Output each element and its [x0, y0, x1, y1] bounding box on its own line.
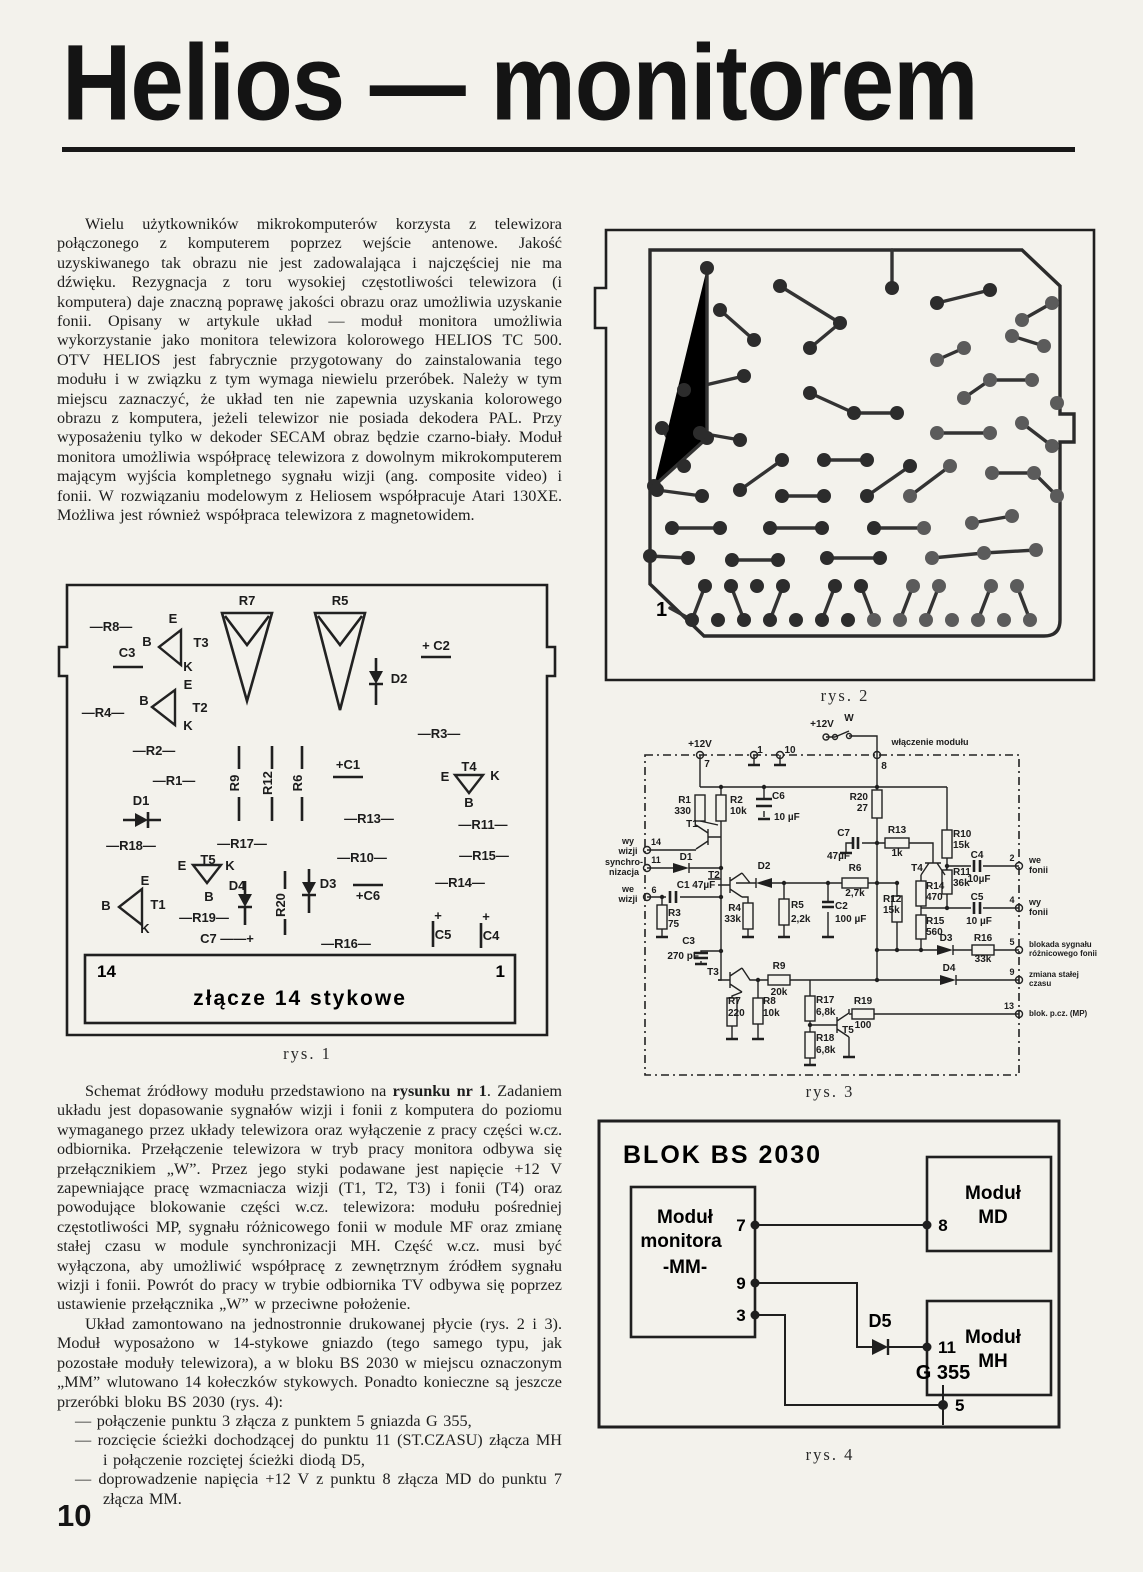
figure-label: D4 [942, 963, 956, 974]
figure-label: C3 [118, 645, 136, 660]
connector-pin-1: 1 [495, 962, 505, 981]
figure-label: 20k [770, 987, 788, 998]
figure-label: T2 [192, 700, 208, 715]
figure-label: T2 [708, 870, 720, 881]
figure-label: T3 [193, 635, 209, 650]
figure-label: T4 [461, 759, 477, 774]
figure-label: R8 [763, 996, 776, 1007]
figure-label: T1 [150, 897, 166, 912]
figure-label: wy [621, 836, 635, 846]
modul-md-labels [938, 1183, 1021, 1235]
figure-label: 1 [757, 745, 763, 756]
figure-label: 100 µF [835, 914, 867, 925]
figure-label: 8 [881, 761, 887, 772]
figure-label: D1 [679, 852, 693, 863]
figure-label: E [177, 858, 187, 873]
figure-label: 11 [651, 855, 661, 865]
potentiometer-symbols [222, 613, 365, 710]
figure-label: wizji [618, 846, 638, 856]
figure-label: C7 [837, 828, 850, 839]
pin-5: 5 [955, 1396, 965, 1415]
figure-label: R17 [816, 995, 835, 1006]
figure-label: +C6 [355, 888, 381, 903]
figure-label: 2,2k [791, 914, 811, 925]
blok-title: BLOK BS 2030 [623, 1141, 823, 1169]
pcb-pads-light [867, 296, 1064, 627]
pcb-layout-drawing [592, 228, 1098, 683]
modul-md-box [927, 1157, 1051, 1251]
figure-label: 10k [763, 1008, 780, 1019]
figure-label: R4 [728, 903, 741, 914]
figure-label: R5 [331, 593, 349, 608]
paragraph: Wielu użytkowników mikrokomputerów korzysta z telewizora połączonego z komputerem poprzez wejście antenowe. Jakość uzyskiwanego tak obrazu nie jest zadowalająca i najczęściej nie ma dźwięku. Rezygnacja z toru wysokiej częstotliwości telewizora (i komputera) daje znaczną poprawę jakości obrazu oraz umożliwia uzyskanie fonii. Opisany w artykule układ — moduł monitora umożliwia wykorzystanie jako monitora telewizora kolorowego HELIOS TC 500. OTV HELIOS jest fabrycznie przygotowany do zainstalowania tego modułu i w związku z tym wymaga niewielu przeróbek. Należy w tym miejscu zaznaczyć, że układ ten nie zapewnia uzyskania kolorowego obrazu z komputera, jeżeli telewizor nie posiada dekodera PAL. Przy wyposażeniu tylko w dekoder SECAM obraz będzie czarno-biały. Moduł monitora umożliwia współpracę telewizora z dowolnym mikrokomputerem mającym wyjścia kompletnego sygnału wizji (ang. composite video) i fonii. W rozwiązaniu modelowym z Heliosem współpracuje Atari 130XE. Możliwa jest również współpraca telewizora z magnetowidem. [57, 215, 562, 525]
figure-label: 75 [668, 919, 680, 930]
page-title: Helios — monitorem [62, 23, 978, 143]
figure-label: R12 [883, 894, 902, 905]
figure-label: D2 [757, 861, 771, 872]
figure-label: W [844, 713, 854, 724]
svg-text:Moduł: Moduł [965, 1183, 1021, 1204]
pin-7: 7 [736, 1216, 746, 1235]
figure-label: C6 [772, 791, 785, 802]
figure-label: 7 [704, 759, 710, 770]
figure-label: B [142, 634, 152, 649]
figure-label: 10k [730, 806, 747, 817]
figure-label: R1 [678, 795, 691, 806]
figure-label: R20 [849, 792, 868, 803]
figure-label: —R10— [337, 850, 387, 865]
figure-label: blok. p.cz. (MP) [1029, 1009, 1088, 1018]
figure-label: 13 [1003, 1001, 1015, 1011]
figure-label: 36k [953, 878, 970, 889]
figure-label: —R17— [217, 836, 267, 851]
figure-label: T4 [911, 863, 923, 874]
connector-pin-14: 14 [97, 962, 116, 981]
schematic-drawing [600, 703, 1143, 1081]
figure-label: R12 [260, 771, 275, 795]
figure-label: E [183, 677, 193, 692]
figure-label: R5 [791, 900, 804, 911]
figure-label: 560 [926, 927, 943, 938]
figure-label: 100 [854, 1020, 872, 1031]
figure-label: R15 [926, 916, 945, 927]
figure-label: —R11— [458, 817, 508, 832]
figure-label: 5 [1009, 937, 1015, 947]
figure-label: 27 [856, 803, 868, 814]
figure-label: —R14— [435, 875, 485, 890]
figure-label: R6 [290, 774, 305, 792]
pin-9: 9 [736, 1274, 746, 1293]
figure-label: T5 [200, 852, 216, 867]
body-text-block [57, 1082, 562, 1509]
figure-label: 6 [651, 885, 657, 895]
figure-label: R7 [238, 593, 256, 608]
figure-label: 4 [1009, 895, 1015, 905]
figure-label: D4 [228, 878, 246, 893]
figure-label: 220 [728, 1008, 745, 1019]
figure-label: R7 [728, 996, 741, 1007]
figure-label: R9 [227, 774, 242, 792]
g355-label: G 355 [915, 1362, 971, 1384]
fig3-caption: rys. 3 [805, 1082, 855, 1101]
figure-label: 10 µF [966, 916, 992, 927]
figure-label: R3 [668, 908, 681, 919]
figure-label: blokada sygnału [1029, 940, 1092, 949]
figure-label: D3 [939, 933, 953, 944]
figure-label: T3 [707, 967, 719, 978]
figure-label: —R3— [417, 726, 461, 741]
fig1-labels [82, 593, 509, 951]
figure-label: —R16— [321, 936, 371, 951]
paragraph: Układ zamontowano na jednostronnie drukowanej płycie (rys. 2 i 3). Moduł wyposażono w 14-stykowe gniazdo (tego samego typu, jak pozostałe moduły telewizora), a w bloku BS 2030 w miejscu oznaczonym „MM” wlutowano 14 kołeczków stykowych. Ponadto konieczne są jeszcze przeróbki bloku BS 2030 (rys. 4): [57, 1314, 562, 1411]
figure-label: D1 [132, 793, 150, 808]
figure-label: 6,8k [816, 1007, 836, 1018]
fig1-caption: rys. 1 [283, 1044, 332, 1063]
figure-label: C7 ——+ [200, 931, 254, 946]
block-wires [755, 1225, 943, 1425]
figure-label: różnicowego fonii [1029, 949, 1097, 958]
figure-label: C5 [434, 927, 452, 942]
block-diagram [595, 1113, 1065, 1438]
figure-label: 33k [724, 914, 741, 925]
figure-label: we [621, 884, 635, 894]
svg-text:Moduł: Moduł [965, 1327, 1021, 1348]
svg-text:-MM-: -MM- [662, 1257, 708, 1278]
figure-label: R14 [926, 881, 945, 892]
figure-label: 33k [974, 954, 992, 965]
figure-label: E [140, 873, 150, 888]
figure-label: +C1 [335, 757, 361, 772]
figure-label: R6 [848, 863, 862, 874]
figure-label: T1 [686, 819, 698, 830]
pin-3: 3 [736, 1306, 746, 1325]
text-run: Schemat źródłowy modułu przedstawiono na [85, 1082, 393, 1100]
figure-label: we [1029, 855, 1042, 865]
figure-label: wizji [618, 894, 638, 904]
svg-text:MD: MD [978, 1207, 1008, 1228]
figure-label: B [101, 898, 111, 913]
figure-label: + C2 [422, 638, 450, 653]
figure-rys4 [595, 1113, 1065, 1438]
figure-label: czasu [1029, 979, 1052, 988]
intro-paragraph-block [57, 215, 562, 526]
figure-label: R2 [730, 795, 743, 806]
pcb-pin1-label: 1 [656, 599, 668, 621]
figure-label: —R8— [89, 619, 133, 634]
figure-label: R20 [273, 893, 288, 917]
figure-label: fonii [1029, 865, 1048, 875]
fig4-caption: rys. 4 [805, 1445, 855, 1464]
figure-label: + [482, 909, 490, 924]
fig2-caption: rys. 2 [820, 686, 870, 705]
diode-d5-symbol [872, 1339, 888, 1355]
figure-label: —R15— [459, 848, 509, 863]
figure-label: E [440, 769, 450, 784]
figure-label: + [434, 908, 442, 923]
figure-label: K [140, 921, 150, 936]
pin-8: 8 [938, 1216, 948, 1235]
figure-label: K [183, 718, 193, 733]
figure-label: C4 [482, 928, 500, 943]
figure-label: —R2— [132, 743, 176, 758]
figure-label: 10 µF [774, 812, 800, 823]
figure-label: +12V [810, 719, 834, 730]
figure-label: 9 [1009, 967, 1015, 977]
figure-label: R16 [973, 933, 993, 944]
figure-label: 470 [926, 892, 943, 903]
page-number: 10 [57, 1498, 92, 1533]
diode-d5-label: D5 [868, 1311, 892, 1331]
figure-label: —R1— [152, 773, 196, 788]
figure-label: K [183, 659, 193, 674]
figure-label: C2 [835, 901, 848, 912]
figure-label: —R19— [179, 910, 229, 925]
figure-label: —R4— [81, 705, 125, 720]
modul-mm-labels [640, 1207, 745, 1325]
list-item: — połączenie punktu 3 złącza z punktem 5 gniazda G 355, [75, 1411, 472, 1430]
figure-label: R10 [953, 829, 972, 840]
figure-label: włączenie modułu [891, 737, 969, 747]
figure-label: 10 [784, 745, 796, 756]
figure-label: 15k [953, 840, 970, 851]
figure-rys2 [592, 228, 1098, 683]
figure-label: E [168, 611, 178, 626]
figure-rys1 [57, 583, 558, 1038]
figure-label: 330 [674, 806, 691, 817]
component-layout-drawing [57, 583, 558, 1038]
figure-label: B [139, 693, 149, 708]
text-run-bold: rysunku nr 1 [392, 1082, 487, 1100]
figure-label: zmiana stałej [1029, 970, 1079, 979]
figure-label: 6,8k [816, 1045, 836, 1056]
paragraph [57, 1082, 562, 1315]
list-item: — rozcięcie ścieżki dochodzącej do punktu 11 (ST.CZASU) złącza MH i połączenie rozciętej ścieżki diodą D5, [75, 1431, 562, 1469]
figure-label: C3 [682, 936, 695, 947]
figure-label: R19 [853, 996, 873, 1007]
figure-rys3 [600, 703, 1143, 1081]
figure-label: wy [1029, 897, 1042, 907]
figure-label: fonii [1029, 907, 1048, 917]
figure-label: K [225, 858, 235, 873]
figure-label: R18 [816, 1033, 835, 1044]
figure-label: 14 [650, 837, 662, 847]
modification-list [57, 1412, 562, 1509]
text-run: . Zadaniem układu jest dopasowanie sygnałów wizji i fonii z komputera do poziomu wymaganego przez układy telewizora oraz wyłączenie z pracy części w.cz. odbiornika. Przełączenie telewizora w tryb pracy monitora odbywa się przełącznikiem „W”. Przez jego styki podawane jest napięcie +12 V zapewniające pracę wzmacniacza wizji (T1, T2, T3) i fonii (T4) oraz powodujące blokowanie części w.cz. telewizora: modułu pośredniej częstotliwości MP, sygnału różnicowego fonii w module MF oraz zmianę stałej czasu w module synchronizacji MH. Część w.cz. musi być wyłączona, aby umożliwić współpracę z zewnętrznym źródłem sygnału wizji i fonii. Powrót do pracy w trybie odbiornika TV odbywa się poprzez ustawienie przełącznika „W” w przeciwne położenie. [57, 1082, 562, 1314]
figure-label: synchro- [604, 857, 644, 867]
figure-label: 47µF [827, 851, 850, 862]
connector-label: złącze 14 stykowe [193, 987, 407, 1010]
figure-label: —R18— [106, 838, 156, 853]
figure-label: C1 47µF [676, 880, 716, 891]
figure-label: 15k [883, 905, 900, 916]
figure-label: D3 [319, 876, 337, 891]
figure-label: +12V [688, 739, 712, 750]
figure-label: 2 [1009, 853, 1015, 863]
svg-text:MH: MH [978, 1351, 1008, 1372]
figure-label: C5 [970, 892, 984, 903]
figure-label: C4 [970, 850, 984, 861]
figure-label: R9 [772, 961, 786, 972]
figure-label: K [490, 768, 500, 783]
figure-label: 270 pF [667, 951, 699, 962]
pin-11: 11 [938, 1338, 956, 1357]
figure-label: 2,7k [845, 888, 865, 899]
figure-label: R13 [887, 825, 907, 836]
figure-label: nizacja [608, 867, 640, 877]
figure-label: —R13— [344, 811, 394, 826]
figure-label: T5 [842, 1025, 854, 1036]
svg-text:Moduł: Moduł [657, 1207, 713, 1228]
list-item: — doprowadzenie napięcia +12 V z punktu 8 złącza MD do punktu 7 złącza MM. [75, 1470, 562, 1508]
figure-label: D2 [390, 671, 408, 686]
figure-label: 10µF [967, 874, 991, 885]
figure-label: R11 [953, 867, 971, 878]
title-rule [62, 147, 1075, 152]
figure-label: 1k [891, 848, 903, 859]
figure-label: B [204, 889, 214, 904]
figure-label: B [464, 795, 474, 810]
svg-text:monitora: monitora [640, 1231, 722, 1252]
